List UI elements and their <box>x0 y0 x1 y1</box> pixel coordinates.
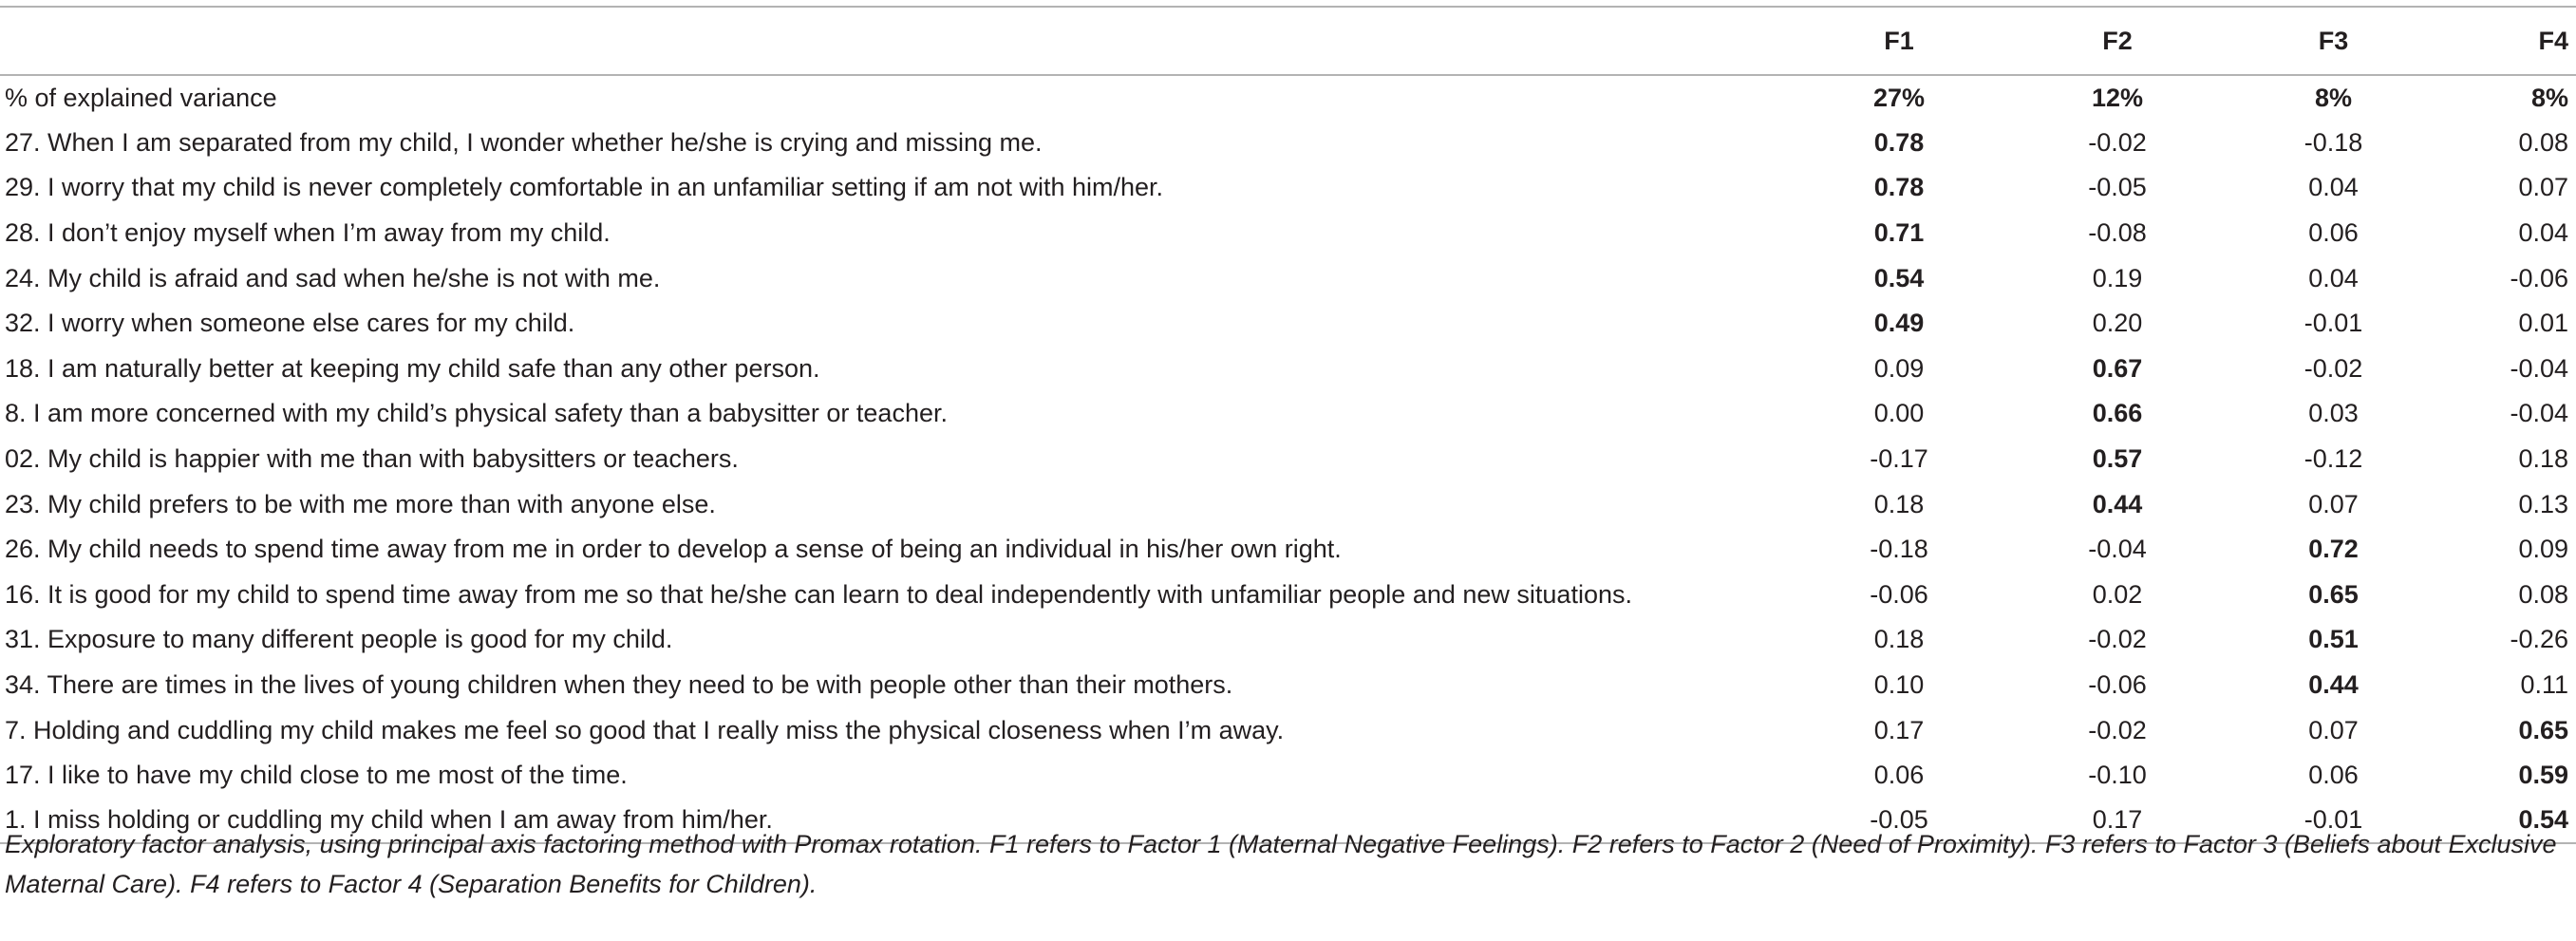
row-item: 7. Holding and cuddling my child makes me feel so good that I really miss the physical closeness when I’m away. <box>5 715 1285 744</box>
row-f3: 0.65 <box>2308 579 2359 609</box>
row-f4: -0.26 <box>2510 625 2568 654</box>
row-f2: -0.02 <box>2088 625 2147 654</box>
row-f1: 0.49 <box>1873 309 1925 338</box>
row-f1: 0.78 <box>1873 127 1925 157</box>
row-f2: -0.02 <box>2088 715 2147 744</box>
row-f2: -0.05 <box>2088 173 2147 202</box>
row-item: 1. I miss holding or cuddling my child when I am away from him/her. <box>5 805 773 835</box>
table-row <box>0 211 2576 256</box>
table-row <box>0 347 2576 392</box>
table-row <box>0 573 2576 618</box>
table-row <box>0 617 2576 663</box>
row-f1: 0.78 <box>1873 173 1925 202</box>
row-f3: 0.51 <box>2308 625 2359 654</box>
row-f1: 0.54 <box>1873 263 1925 292</box>
row-f3: -0.01 <box>2303 309 2363 338</box>
row-f4: 0.18 <box>2518 444 2568 474</box>
row-f2: 0.17 <box>2092 805 2143 835</box>
row-f1: -0.06 <box>1870 579 1928 609</box>
factor-loadings-table <box>0 6 2576 844</box>
row-item: 28. I don’t enjoy myself when I’m away from my child. <box>5 218 611 248</box>
row-f2: -0.08 <box>2088 218 2147 248</box>
table-footnote: Exploratory factor analysis, using principal axis factoring method with Promax rotation. F1 refers to Factor 1 (Maternal Negative Feelings). F2 refers to Factor 2 (Need of Proximity). F3 refers to Factor 3 (Beliefs about Exclusive Maternal Care). F4 refers to Factor 4 (Separation Benefits for Children). <box>5 830 2557 898</box>
row-f3: 0.03 <box>2308 399 2359 428</box>
row-f2: 0.19 <box>2092 263 2143 292</box>
row-f2: -0.10 <box>2088 761 2147 790</box>
row-f1: 0.00 <box>1873 399 1925 428</box>
row-f3: 0.06 <box>2308 218 2359 248</box>
table-row <box>0 301 2576 347</box>
row-item: 18. I am naturally better at keeping my child safe than any other person. <box>5 353 820 383</box>
row-f2: 0.02 <box>2092 579 2143 609</box>
table-row <box>0 481 2576 527</box>
row-f2: -0.04 <box>2088 535 2147 564</box>
row-f4: 0.65 <box>2518 715 2568 744</box>
row-f4: 0.07 <box>2518 173 2568 202</box>
row-f1: -0.05 <box>1870 805 1928 835</box>
row-f3: 0.44 <box>2308 670 2359 700</box>
row-f2: 0.66 <box>2092 399 2143 428</box>
row-f1: 0.71 <box>1873 218 1925 248</box>
row-f4: 0.04 <box>2518 218 2568 248</box>
row-item: 31. Exposure to many different people is good for my child. <box>5 625 673 654</box>
row-f3: -0.12 <box>2303 444 2363 474</box>
row-f4: 0.09 <box>2518 535 2568 564</box>
row-f2: 0.44 <box>2092 489 2143 518</box>
row-f4: -0.04 <box>2510 399 2568 428</box>
row-f4: 0.11 <box>2520 670 2568 700</box>
row-f4: -0.06 <box>2510 263 2568 292</box>
row-f4: 0.01 <box>2518 309 2568 338</box>
row-item: 26. My child needs to spend time away from me in order to develop a sense of being an individual in his/her own right. <box>5 535 1342 564</box>
row-f1: 0.18 <box>1873 625 1925 654</box>
header-f2: F2 <box>2102 26 2133 55</box>
row-f2: 0.57 <box>2092 444 2143 474</box>
row-f2: 0.67 <box>2092 353 2143 383</box>
row-f4: 0.54 <box>2518 805 2568 835</box>
row-f3: 0.72 <box>2308 535 2359 564</box>
row-item: 29. I worry that my child is never completely comfortable in an unfamiliar setting if am not with him/her. <box>5 173 1164 202</box>
table-row <box>0 663 2576 708</box>
row-item: 24. My child is afraid and sad when he/she is not with me. <box>5 263 661 292</box>
row-f2: 0.20 <box>2092 309 2143 338</box>
table-row <box>0 437 2576 482</box>
table-row <box>0 707 2576 753</box>
table-row <box>0 255 2576 301</box>
row-f1: 0.10 <box>1873 670 1925 700</box>
row-item: 16. It is good for my child to spend time away from me so that he/she can learn to deal independently with unfamiliar people and new situations. <box>5 579 1632 609</box>
variance-label: % of explained variance <box>5 83 277 112</box>
variance-f2: 12% <box>2091 83 2144 112</box>
row-item: 02. My child is happier with me than with babysitters or teachers. <box>5 444 739 474</box>
table-row <box>0 165 2576 211</box>
row-f3: 0.07 <box>2308 489 2359 518</box>
row-f4: 0.08 <box>2518 579 2568 609</box>
header-f1: F1 <box>1884 26 1914 55</box>
header-f4: F4 <box>2538 26 2568 55</box>
table-row <box>0 121 2576 166</box>
row-f3: 0.06 <box>2308 761 2359 790</box>
table-header-row <box>0 7 2576 75</box>
row-item: 32. I worry when someone else cares for my child. <box>5 309 575 338</box>
table-row <box>0 391 2576 437</box>
row-f2: -0.02 <box>2088 127 2147 157</box>
row-f1: -0.17 <box>1870 444 1928 474</box>
row-f3: 0.04 <box>2308 173 2359 202</box>
row-f1: 0.17 <box>1873 715 1925 744</box>
row-f1: 0.18 <box>1873 489 1925 518</box>
row-f4: 0.08 <box>2518 127 2568 157</box>
row-f3: 0.04 <box>2308 263 2359 292</box>
row-item: 27. When I am separated from my child, I wonder whether he/she is crying and missing me. <box>5 127 1043 157</box>
row-f3: -0.02 <box>2303 353 2363 383</box>
row-f1: -0.18 <box>1870 535 1928 564</box>
table-row <box>0 527 2576 573</box>
row-f1: 0.09 <box>1873 353 1925 383</box>
variance-f1: 27% <box>1872 83 1926 112</box>
variance-f3: 8% <box>2314 83 2353 112</box>
row-item: 8. I am more concerned with my child’s physical safety than a babysitter or teacher. <box>5 399 948 428</box>
variance-row <box>0 75 2576 121</box>
row-f1: 0.06 <box>1873 761 1925 790</box>
row-item: 17. I like to have my child close to me most of the time. <box>5 761 628 790</box>
row-f4: -0.04 <box>2510 353 2568 383</box>
row-item: 23. My child prefers to be with me more than with anyone else. <box>5 489 716 518</box>
header-f3: F3 <box>2318 26 2349 55</box>
variance-f4: 8% <box>2530 83 2568 112</box>
row-f3: -0.18 <box>2303 127 2363 157</box>
factor-loadings-table-container <box>0 6 2576 844</box>
header-item <box>0 7 1790 75</box>
row-f3: 0.07 <box>2308 715 2359 744</box>
row-f3: -0.01 <box>2303 805 2363 835</box>
row-item: 34. There are times in the lives of young children when they need to be with people other than their mothers. <box>5 670 1233 700</box>
row-f4: 0.59 <box>2518 761 2568 790</box>
row-f4: 0.13 <box>2518 489 2568 518</box>
row-f2: -0.06 <box>2088 670 2147 700</box>
table-row <box>0 753 2576 799</box>
